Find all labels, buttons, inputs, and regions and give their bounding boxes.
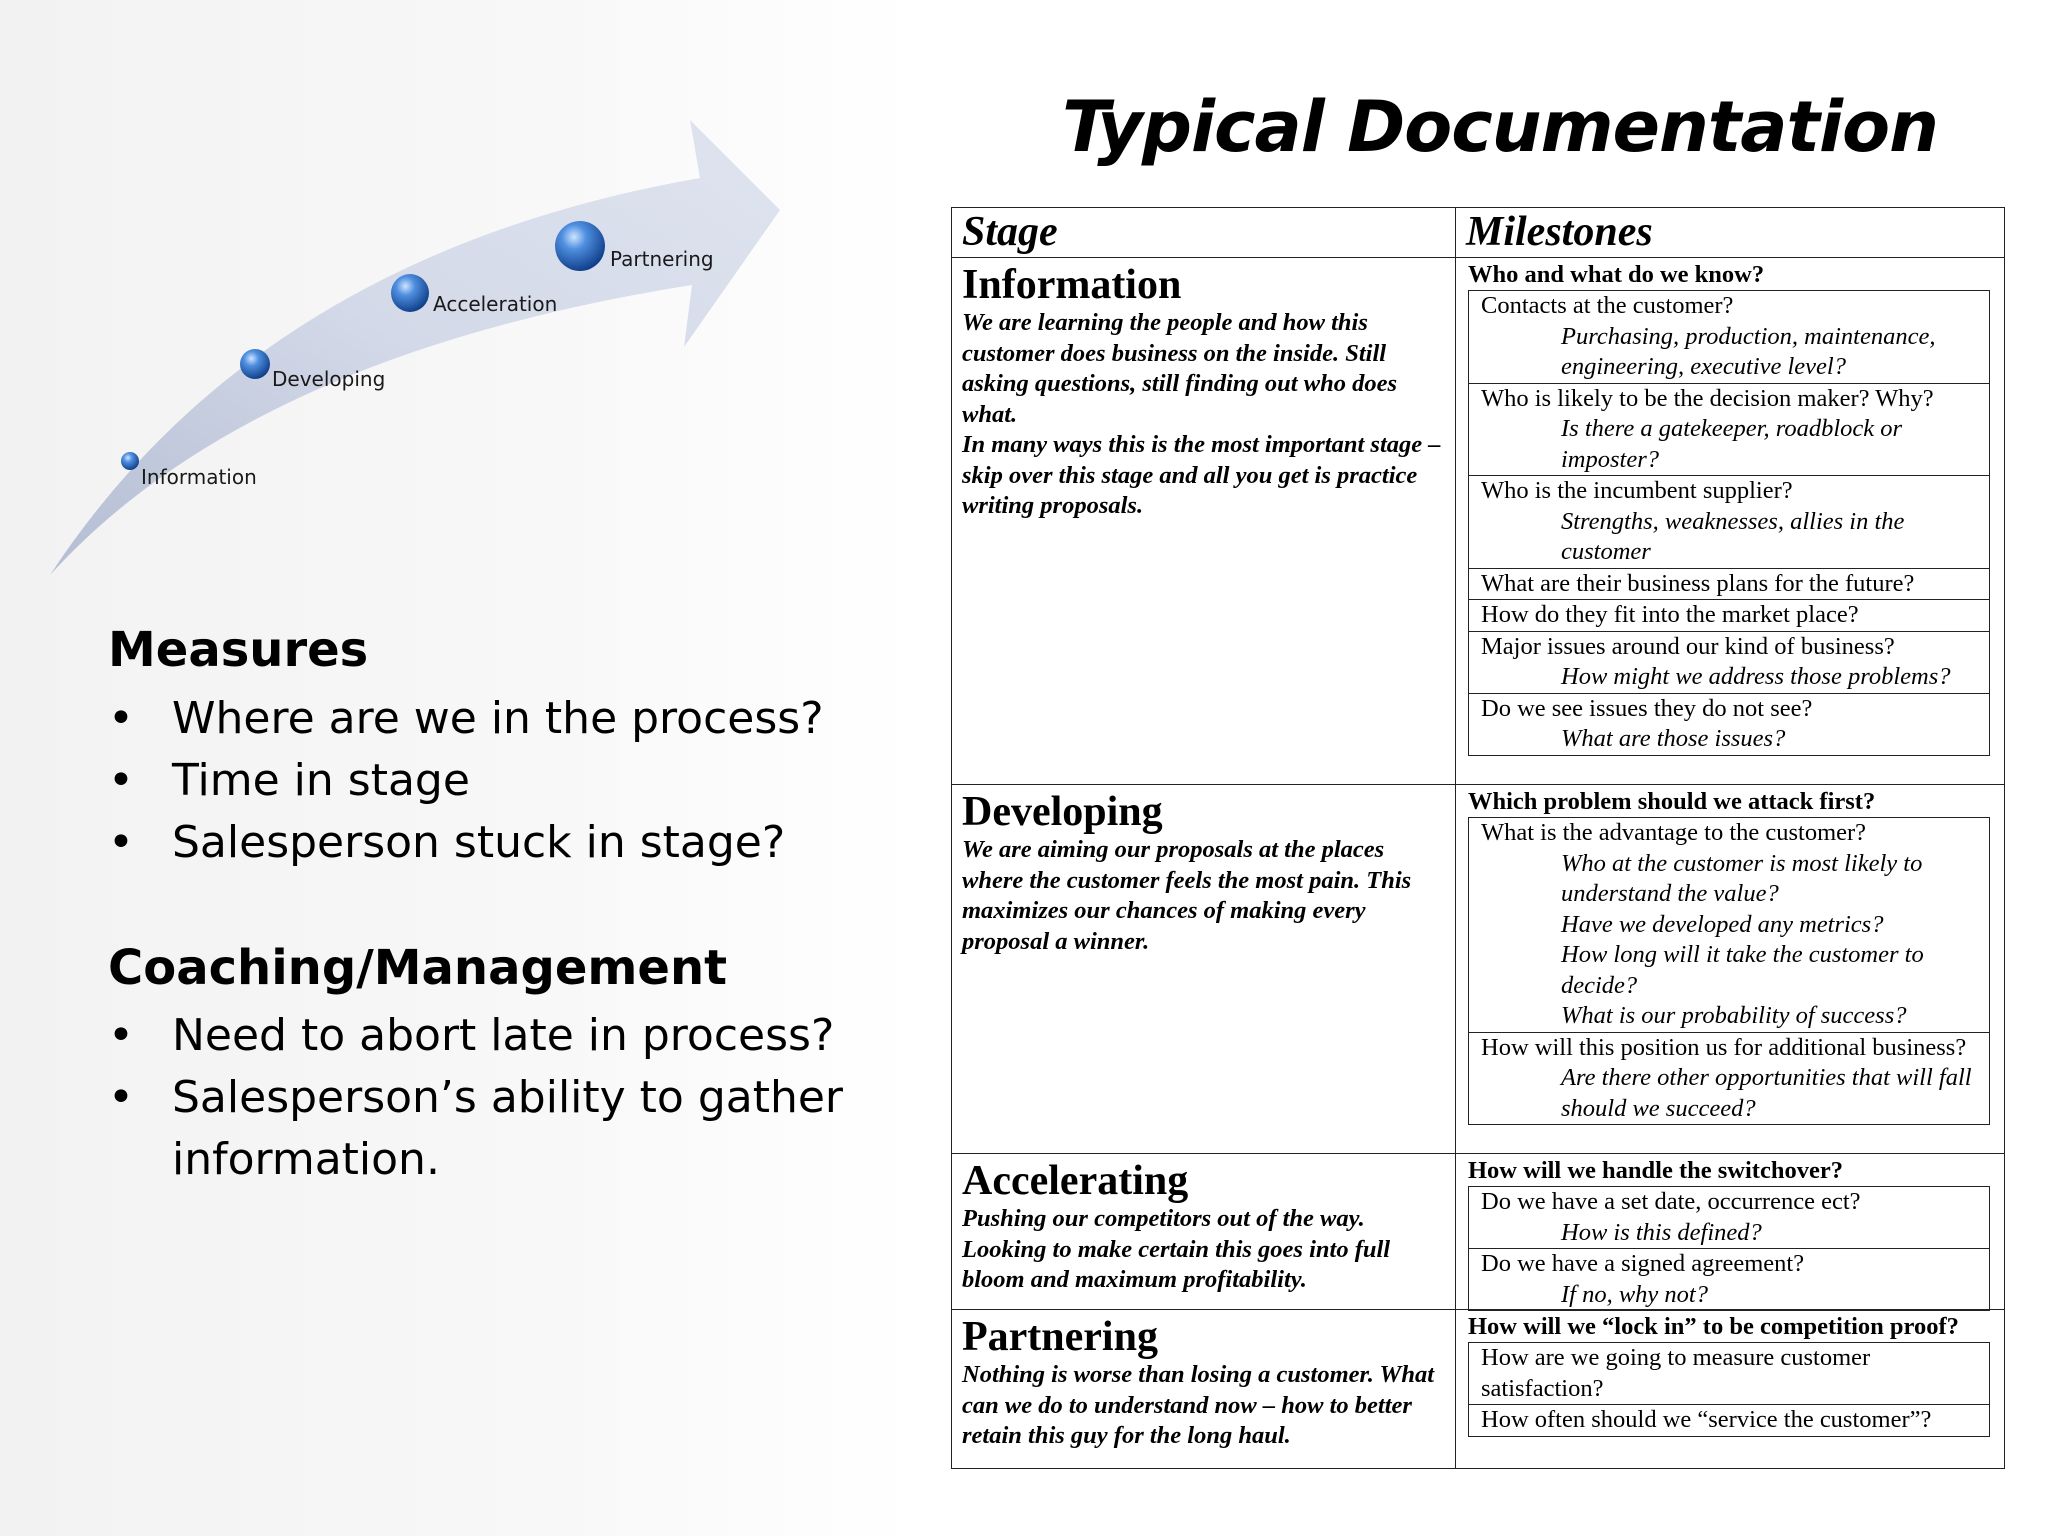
coaching-item: • Need to abort late in process? [108, 1005, 868, 1067]
milestone-item: Contacts at the customer? Purchasing, production, maintenance, engineering, executive level? [1468, 290, 1990, 384]
stage-label-developing: Developing [272, 367, 386, 391]
stage-orb-partnering [555, 221, 605, 271]
milestone-item: How will this position us for additional business? Are there other opportunities that will fall should we succeed? [1468, 1033, 1990, 1126]
milestones-cell-information [1456, 258, 2004, 785]
stage-cell-accelerating [952, 1154, 1456, 1310]
milestone-item: What is the advantage to the customer? Who at the customer is most likely to understand the value? Have we developed any metrics? How long will it take the customer to decide? What is our probability of success? [1468, 817, 1990, 1033]
milestone-item: Do we have a signed agreement? If no, why not? [1468, 1249, 1990, 1311]
stage-cell-information [952, 258, 1456, 785]
milestone-item: Major issues around our kind of business? How might we address those problems? [1468, 632, 1990, 694]
milestone-item: How do they fit into the market place? [1468, 600, 1990, 632]
milestones-cell-developing [1456, 785, 2004, 1154]
measures-item: • Time in stage [108, 750, 868, 812]
stage-name: Information [962, 262, 1182, 308]
bullet-icon: • [108, 693, 134, 744]
milestone-item: How often should we “service the customer”? [1468, 1405, 1990, 1437]
milestones-cell-accelerating [1456, 1154, 2004, 1310]
stage-cell-developing [952, 785, 1456, 1154]
arrow-shape [50, 120, 780, 575]
stage-description: We are learning the people and how this customer does business on the inside. Still asking questions, still finding out who does what. [962, 309, 1397, 428]
stage-label-partnering: Partnering [610, 247, 714, 271]
stage-column-header: Stage [952, 208, 1456, 258]
measures-heading: Measures [108, 622, 369, 678]
milestones-column-header: Milestones [1456, 208, 2004, 258]
coaching-item: • Salesperson’s ability to gather information. [108, 1067, 868, 1191]
bullet-icon: • [108, 817, 134, 868]
process-arrow-graphic [0, 0, 920, 620]
milestone-question: How will we handle the switchover? [1468, 1157, 1843, 1184]
milestone-question: Which problem should we attack first? [1468, 788, 1876, 815]
measures-list [108, 688, 868, 874]
stage-orb-developing [240, 349, 270, 379]
stage-name: Developing [962, 789, 1163, 835]
milestone-item: What are their business plans for the future? [1468, 569, 1990, 601]
stage-name: Accelerating [962, 1158, 1189, 1204]
stage-description: Nothing is worse than losing a customer. What can we do to understand now – how to better retain this guy for the long haul. [962, 1361, 1434, 1449]
bullet-icon: • [108, 1072, 134, 1123]
bullet-icon: • [108, 755, 134, 806]
milestone-item: How are we going to measure customer satisfaction? [1468, 1342, 1990, 1405]
milestone-item: Do we have a set date, occurrence ect? How is this defined? [1468, 1186, 1990, 1249]
stage-name: Partnering [962, 1314, 1158, 1360]
documentation-table [951, 207, 2005, 1469]
stage-description: We are aiming our proposals at the places where the customer feels the most pain. This maximizes our chances of making every proposal a winner. [962, 836, 1412, 955]
measures-item: • Where are we in the process? [108, 688, 868, 750]
coaching-heading: Coaching/Management [108, 940, 728, 996]
stage-cell-partnering [952, 1310, 1456, 1468]
measures-item: • Salesperson stuck in stage? [108, 812, 868, 874]
stage-orb-acceleration [391, 274, 429, 312]
coaching-list [108, 1005, 868, 1191]
milestone-item: Who is the incumbent supplier? Strengths, weaknesses, allies in the customer [1468, 476, 1990, 569]
bullet-icon: • [108, 1010, 134, 1061]
stage-label-acceleration: Acceleration [433, 292, 558, 316]
stage-description: Pushing our competitors out of the way. Looking to make certain this goes into full bloom and maximum profitability. [962, 1205, 1391, 1293]
page-title: Typical Documentation [1062, 86, 1938, 168]
milestone-item: Who is likely to be the decision maker? Why? Is there a gatekeeper, roadblock or imposter? [1468, 384, 1990, 477]
stage-description: In many ways this is the most important stage – skip over this stage and all you get is practice writing proposals. [962, 431, 1441, 519]
stage-label-information: Information [141, 465, 257, 489]
milestones-cell-partnering [1456, 1310, 2004, 1468]
milestone-item: Do we see issues they do not see? What are those issues? [1468, 694, 1990, 756]
stage-orb-information [121, 452, 139, 470]
milestone-question: Who and what do we know? [1468, 261, 1765, 288]
milestone-question: How will we “lock in” to be competition proof? [1468, 1313, 1959, 1340]
